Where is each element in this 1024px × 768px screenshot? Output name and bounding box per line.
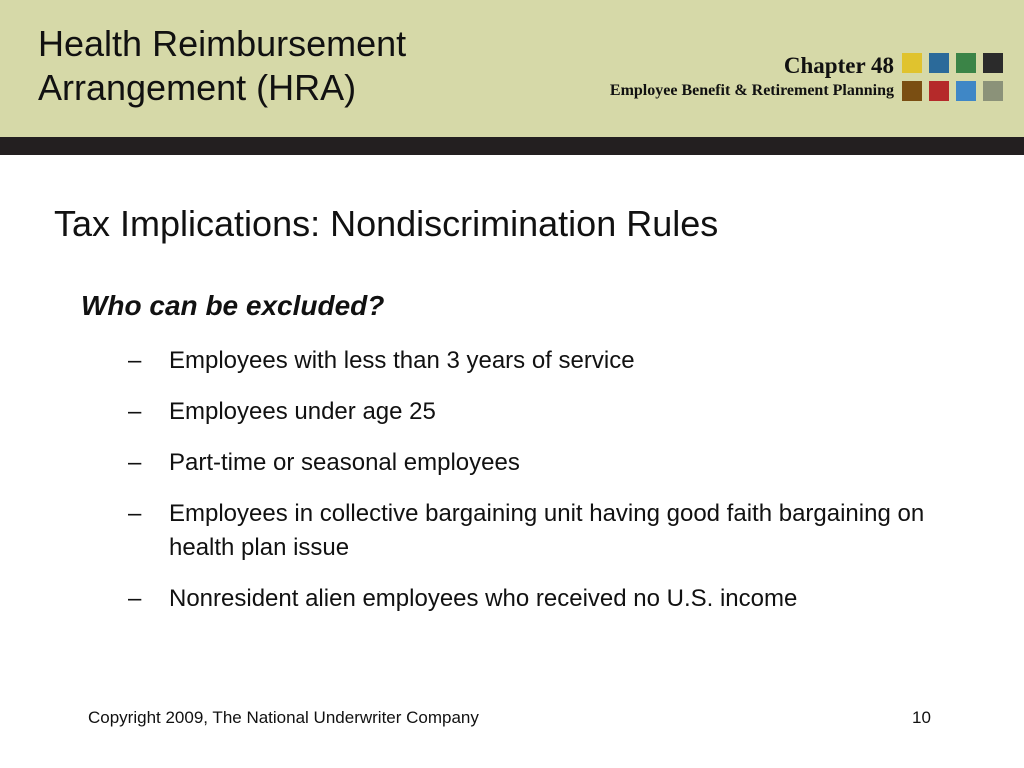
color-swatch	[956, 53, 976, 73]
list-item-text: Nonresident alien employees who received no U.S. income	[169, 585, 798, 612]
question-heading: Who can be excluded?	[81, 290, 385, 321]
color-swatch	[983, 53, 1003, 73]
section-heading: Tax Implications: Nondiscrimination Rules	[54, 203, 719, 244]
title-line-1: Health Reimbursement	[38, 23, 407, 64]
dash-bullet: –	[128, 585, 142, 612]
list-item	[128, 344, 968, 378]
slide-header	[0, 0, 1024, 137]
chapter-label	[610, 52, 894, 102]
exclusion-list	[128, 344, 968, 633]
color-swatch	[929, 53, 949, 73]
list-item	[128, 497, 968, 565]
page-number: 10	[912, 708, 931, 727]
slide-title	[38, 22, 406, 110]
dash-bullet: –	[128, 449, 142, 476]
copyright-text: Copyright 2009, The National Underwriter Company	[88, 708, 479, 727]
list-item	[128, 395, 968, 429]
chapter-subtitle: Employee Benefit & Retirement Planning	[609, 82, 894, 99]
dash-bullet: –	[128, 347, 142, 374]
chapter-number: Chapter 48	[783, 53, 894, 78]
list-item-text: Employees under age 25	[169, 398, 436, 425]
color-swatch-grid	[902, 53, 1006, 103]
dash-bullet: –	[128, 398, 142, 425]
list-item	[128, 446, 968, 480]
list-item-text: Employees with less than 3 years of service	[169, 347, 635, 374]
dash-bullet: –	[128, 500, 142, 527]
color-swatch	[956, 81, 976, 101]
list-item-text: Part-time or seasonal employees	[169, 449, 520, 476]
color-swatch	[902, 53, 922, 73]
list-item-text: Employees in collective bargaining unit having good faith bargaining on health plan issue	[169, 500, 925, 561]
color-swatch	[983, 81, 1003, 101]
color-swatch	[929, 81, 949, 101]
color-swatch	[902, 81, 922, 101]
list-item	[128, 582, 968, 616]
title-line-2: Arrangement (HRA)	[38, 67, 357, 108]
header-divider-bar	[0, 137, 1024, 155]
